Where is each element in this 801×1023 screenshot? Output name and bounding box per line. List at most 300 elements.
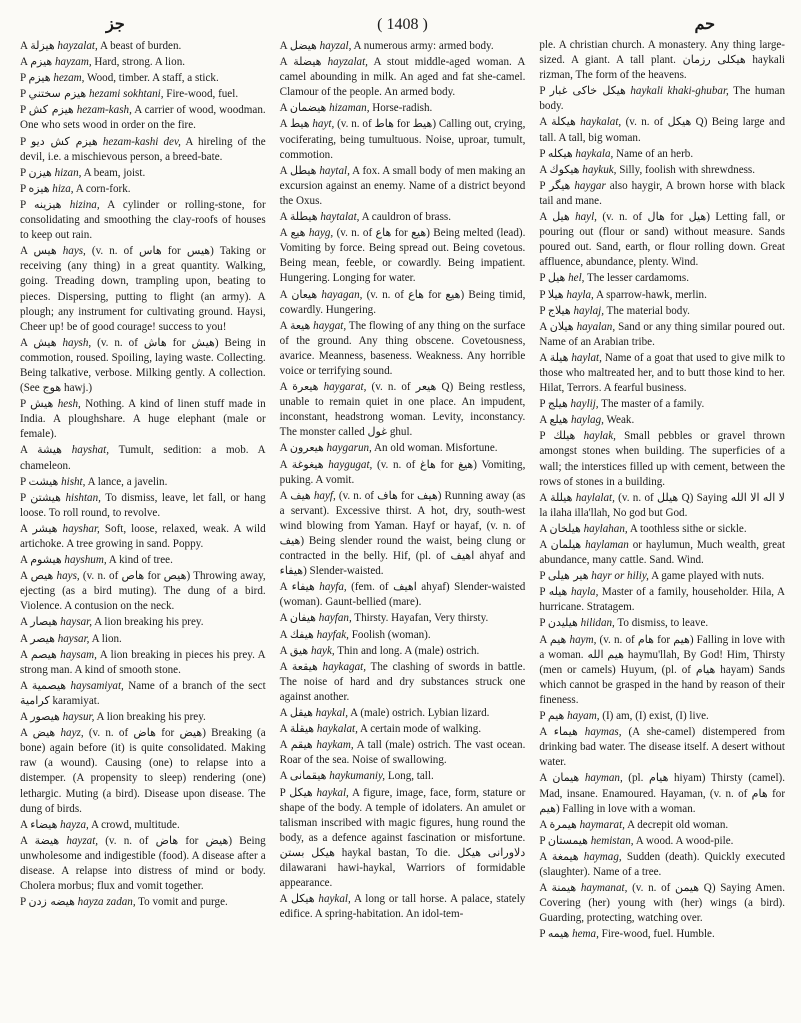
headword-transliteration: hilidan, — [580, 617, 615, 630]
dictionary-entry — [539, 584, 785, 615]
dictionary-entry — [20, 38, 266, 54]
headword-arabic: هيضة — [34, 833, 60, 847]
headword-arabic: هيلك — [553, 429, 576, 443]
dictionary-entry — [280, 488, 526, 580]
language-tag: P — [20, 398, 26, 411]
dictionary-entry — [539, 83, 785, 114]
definition-text: Name of a branch of the sect كرامية karamiyat. — [20, 679, 266, 707]
language-tag: P — [20, 72, 26, 85]
dictionary-entry — [539, 303, 785, 319]
dictionary-entry — [280, 737, 526, 768]
headword-arabic: هيزم كش ديو — [30, 134, 98, 148]
language-tag: P — [279, 786, 286, 799]
dictionary-entry — [20, 833, 266, 894]
definition-text: The lesser cardamoms. — [584, 272, 689, 285]
headword-transliteration: haykalat, — [580, 116, 622, 129]
headword-transliteration: haylaman — [585, 539, 629, 551]
definition-text: The master of a family. — [598, 398, 705, 411]
headword-arabic: هيط — [289, 117, 310, 131]
definition-text: A tall (male) ostrich. The vast ocean. Roar of the sea. Noise of swallowing. — [279, 739, 526, 767]
dictionary-entry — [539, 270, 785, 286]
headword-arabic: هيطلة — [289, 210, 318, 224]
dictionary-entry — [280, 705, 526, 721]
headword-arabic: هيزلة — [30, 39, 55, 52]
definition-text: The clashing of swords in battle. The noise of hard and dry substances struck one against another. — [279, 660, 526, 703]
language-tag: A — [539, 116, 547, 129]
language-tag: A — [20, 616, 28, 629]
language-tag: P — [539, 834, 546, 847]
definition-text: A lance, a javelin. — [85, 475, 168, 488]
headword-arabic: هيصم — [30, 647, 57, 661]
headword-transliteration: haygat, — [313, 319, 347, 332]
headword-transliteration: hezami sokhtani, — [88, 88, 164, 101]
dictionary-entry — [280, 318, 526, 379]
dictionary-entry — [280, 785, 526, 892]
language-tag: A — [20, 40, 28, 52]
language-tag: P — [539, 288, 546, 301]
dictionary-entry — [539, 537, 785, 568]
headword-arabic: هيصار — [30, 615, 58, 629]
language-tag: A — [279, 612, 288, 625]
language-tag: P — [539, 430, 546, 443]
headword-transliteration: hayshar, — [62, 522, 100, 535]
dictionary-entry — [280, 116, 526, 162]
headword-arabic: هيلاج — [547, 303, 571, 317]
headword-transliteration: hays, — [62, 245, 86, 258]
headword-arabic: هيكل — [289, 785, 313, 799]
dictionary-entry — [20, 86, 266, 102]
dictionary-entry — [539, 319, 785, 350]
definition-text: A corn-fork. — [73, 182, 131, 195]
headword-transliteration: haylak, — [583, 430, 616, 443]
headword-transliteration: haykala, — [575, 147, 614, 160]
headword-arabic: هيلخان — [549, 521, 581, 535]
headword-arabic: هيغوغة — [291, 457, 324, 471]
headword-arabic: هيزم سختني — [28, 87, 87, 101]
columns — [20, 38, 785, 942]
headword-transliteration: haylaj, — [573, 304, 604, 317]
headword-arabic: هيكل — [290, 892, 315, 906]
page-header — [20, 8, 785, 38]
headword-arabic: هيكل خاكى غبار — [549, 84, 626, 98]
language-tag: A — [20, 834, 28, 847]
dictionary-entry — [280, 610, 526, 626]
headword-transliteration: hisht, — [61, 475, 86, 488]
dictionary-entry — [539, 114, 785, 145]
headword-arabic: هيشوم — [30, 553, 62, 567]
language-tag: A — [279, 644, 288, 657]
definition-text: A beam, joist. — [81, 166, 146, 179]
dictionary-entry — [539, 632, 785, 708]
language-tag: A — [539, 850, 547, 863]
headword-arabic: هيص — [30, 569, 54, 583]
headword-transliteration: hayshat, — [71, 444, 110, 457]
headword-arabic: هيزم — [30, 55, 53, 69]
definition-text: The human body. — [539, 85, 786, 113]
headword-transliteration: haysh, — [62, 336, 92, 349]
headword-transliteration: hizaman, — [329, 102, 370, 115]
language-tag: A — [539, 882, 547, 895]
language-tag: A — [279, 442, 288, 455]
headword-transliteration: hayk, — [310, 644, 335, 657]
headword-transliteration: hayam, — [567, 710, 600, 723]
dictionary-entry — [280, 54, 526, 100]
headword-arabic: هيلمان — [550, 538, 582, 551]
language-tag: P — [20, 166, 26, 179]
headword-transliteration: haygar — [574, 179, 606, 192]
headword-arabic: هيقل — [289, 706, 313, 720]
headword-arabic: هيش — [30, 397, 54, 411]
headword-transliteration: haylat, — [571, 351, 602, 364]
definition-text: (v. n. of هاف for هيف) Running away (as a servant). Excessive thirst. A hot, dry, south-west wind blowing from Yaman. Hayf or hayaf, (v. n. of هيف) Being slender round the waist, being clung or contracted in the belly. Hif, (pl. of اهيف ahyaf and هيفاء) Slender-waisted. — [279, 489, 526, 578]
definition-text: Wood, timber. A staff, a stick. — [84, 72, 219, 85]
dictionary-entry — [280, 440, 526, 456]
dictionary-entry — [20, 725, 266, 817]
headword-arabic: هيقمانى — [289, 769, 327, 783]
definition-text: A fox. A small body of men making an excursion against an enemy. Name of a district beyond the Oxus. — [279, 164, 526, 207]
headword-arabic: هيلا — [547, 287, 564, 301]
headword-arabic: هيمغة — [551, 849, 579, 863]
headword-arabic: هيل — [547, 271, 566, 285]
language-tag: A — [539, 522, 547, 535]
definition-text: The material body. — [603, 304, 690, 317]
headword-arabic: هيفك — [289, 627, 314, 641]
headword-arabic: هيمان — [552, 771, 580, 785]
language-tag: P — [539, 710, 546, 723]
headword-arabic: هيعرة — [292, 380, 319, 394]
headword-arabic: هيض — [32, 726, 56, 740]
dictionary-entry — [20, 490, 266, 521]
definition-text: (v. n. of هال for هيل) Letting fall, or pouring out (flour or sand) without measure. Sands poured out. Sand, earth, or flour rolling down. Great affluence, abundance, plenty. Wind. — [539, 211, 786, 269]
language-tag: A — [279, 118, 288, 131]
dictionary-entry — [20, 521, 266, 552]
definition-text: Nothing. A kind of linen stuff made in India. A ploughshare. A huge elephant (male or female). — [20, 398, 266, 441]
language-tag: A — [20, 818, 28, 831]
language-tag: P — [20, 198, 26, 211]
header-left-catchword: جز — [106, 14, 125, 33]
headword-arabic: هيمه — [547, 927, 570, 941]
headword-transliteration: haykam, — [316, 739, 354, 752]
definition-text: Soft, loose, relaxed, weak. A wild artichoke. A tree growing in sand. Poppy. — [20, 522, 266, 550]
language-tag: A — [279, 102, 288, 115]
definition-text: (v. n. of هاض for هيض) Being unwholesome and indigestible (food). A disease after a disease. A relapse into distress of mind or body. Cholera morbus; flux and vomit together. — [20, 834, 266, 893]
headword-arabic: هيكلة — [551, 115, 576, 129]
headword-transliteration: hezam-kashi dev, — [102, 135, 181, 148]
language-tag: P — [539, 85, 546, 98]
dictionary-entry — [280, 287, 526, 318]
headword-transliteration: haygugat, — [328, 458, 373, 471]
language-tag: A — [279, 40, 288, 52]
headword-arabic: هيضلة — [293, 55, 322, 69]
language-tag: A — [279, 489, 288, 502]
headword-arabic: هيم — [549, 632, 567, 646]
definition-text: Weak. — [603, 414, 635, 427]
definition-text: (v. n. of هام for هيم) Falling in love with a woman. هيم الله haymu'llah, By God! Him, Thirsty (men or camels) Huyum, (pl. of هيام hayam) Sands which cannot be grasped in the hand by reason of their fineness. — [539, 633, 786, 706]
definition-text: A game played with nuts. — [648, 570, 765, 583]
definition-text: A lion breaking his prey. — [92, 616, 204, 629]
dictionary-entry — [20, 335, 266, 396]
headword-arabic: هيليدن — [547, 616, 578, 630]
language-tag: A — [279, 707, 288, 720]
headword-arabic: هيزن — [28, 165, 52, 179]
dictionary-entry — [539, 350, 785, 396]
language-tag: P — [20, 135, 26, 148]
dictionary-entry — [20, 243, 266, 335]
headword-transliteration: haykal, — [316, 786, 349, 799]
definition-text: (v. n. of هاش for هيش) Being in commotion, roused. Spoiling, laying waste. Collecting. Being talkative, verbose. Milking gently. A collection. (See هوج hawj.) — [20, 336, 266, 395]
headword-transliteration: hayalan, — [576, 320, 616, 333]
dictionary-entry — [20, 709, 266, 725]
headword-arabic: هيفاء — [291, 580, 315, 594]
headword-arabic: هيم — [547, 709, 565, 723]
definition-text: Thirsty. Hayafan, Very thirsty. — [351, 612, 489, 625]
headword-transliteration: haykalat, — [316, 723, 358, 736]
language-tag: A — [20, 56, 28, 69]
dictionary-entry — [539, 412, 785, 428]
headword-transliteration: haymag, — [583, 850, 622, 863]
dictionary-entry — [280, 659, 526, 705]
dictionary-entry — [280, 579, 526, 610]
definition-text: Long, tall. — [385, 770, 434, 783]
definition-text: Name of a goat that used to give milk to those who maltreated her, and to butt those kind to her. Hilat, Terrors. A fearful business. — [539, 351, 786, 395]
headword-transliteration: hizina, — [69, 198, 100, 211]
language-tag: A — [539, 491, 547, 504]
headword-arabic: هيلج — [547, 397, 568, 411]
headword-arabic: هيمرة — [549, 817, 577, 831]
dictionary-entry — [280, 379, 526, 440]
dictionary-entry — [280, 643, 526, 659]
language-tag: A — [279, 164, 288, 177]
headword-transliteration: hayfak, — [316, 628, 349, 641]
definition-text: To dismiss, to leave. — [614, 617, 709, 630]
language-tag: A — [20, 648, 28, 661]
headword-arabic: هيگر — [549, 178, 571, 192]
headword-arabic: هيزه — [28, 181, 50, 195]
language-tag: A — [539, 818, 547, 831]
headword-transliteration: haykagat, — [322, 660, 366, 673]
definition-text: (v. n. of هاع for هيع) Being melted (lead). Vomiting by force. Being spread out. Being covetous. Being mean, feeble, or cowardly. Being impatient. Hungering. Longing for water. — [279, 227, 526, 285]
headword-transliteration: hayagan, — [321, 288, 363, 301]
headword-transliteration: haygarun, — [326, 442, 372, 455]
definition-text: A beast of burden. — [97, 40, 182, 52]
headword-arabic: هيس — [33, 244, 57, 258]
language-tag: A — [539, 539, 547, 551]
headword-transliteration: haysamiyat, — [70, 679, 124, 692]
headword-arabic: هيزم — [28, 71, 51, 85]
language-tag: A — [20, 245, 28, 258]
headword-arabic: هيشر — [32, 521, 58, 535]
definition-text: A lion breaking his prey. — [94, 711, 206, 724]
headword-transliteration: hayzat, — [66, 834, 99, 847]
headword-transliteration: haytal, — [319, 164, 350, 177]
dictionary-entry — [539, 178, 785, 209]
dictionary-entry — [280, 163, 526, 209]
headword-arabic: هيفان — [289, 611, 316, 625]
headword-transliteration: haym, — [569, 633, 597, 646]
dictionary-entry — [280, 38, 526, 54]
language-tag: A — [279, 893, 288, 906]
language-tag: A — [20, 727, 28, 740]
language-tag: A — [279, 381, 288, 394]
headword-transliteration: hayshum, — [64, 554, 107, 567]
headword-arabic: هيصور — [30, 710, 60, 724]
headword-transliteration: hel, — [568, 272, 585, 285]
language-tag: P — [539, 617, 546, 630]
language-tag: A — [279, 319, 288, 332]
headword-arabic: هيلة — [549, 350, 569, 364]
headword-transliteration: hayg, — [308, 227, 334, 240]
definition-text: A carrier of wood, woodman. One who sets wood in order on the fire. — [20, 104, 266, 132]
dictionary-entry — [539, 708, 785, 724]
language-tag: A — [279, 770, 288, 783]
definition-text: A hireling of the devil, i.e. a mischievous person, a breed-bate. — [20, 135, 266, 163]
definition-text: (v. n. of هاص for هيص) Throwing away, ejecting (as a bird muting). The dung of a bird. Violence. A contusion on the neck. — [20, 570, 266, 613]
language-tag: A — [539, 320, 547, 333]
dictionary-entry — [280, 721, 526, 737]
headword-transliteration: haylahan, — [583, 522, 628, 535]
definition-text: Small pebbles or gravel thrown amongst stones when building. The superficies of a wall; the interstices filled up with cement, between the rows of stones in a building. — [539, 430, 786, 488]
dictionary-entry — [280, 100, 526, 116]
language-tag: P — [539, 570, 546, 583]
headword-arabic: هيضل — [289, 39, 317, 52]
language-tag: P — [539, 147, 546, 160]
language-tag: A — [539, 414, 547, 427]
language-tag: A — [20, 554, 28, 567]
headword-arabic: هيقعة — [291, 659, 318, 673]
language-tag: A — [279, 211, 288, 224]
dictionary-entry — [20, 678, 266, 709]
headword-arabic: هيضمان — [289, 101, 327, 115]
headword-transliteration: haykumaniy, — [329, 770, 386, 783]
dictionary-entry — [539, 162, 785, 178]
definition-text: A crowd, multitude. — [88, 818, 180, 831]
definition-text: A (male) ostrich. Lybian lizard. — [348, 707, 490, 720]
dictionary-entry — [539, 38, 785, 83]
headword-arabic: هيعان — [291, 287, 318, 301]
language-tag: P — [20, 104, 26, 117]
definition-text: Fire-wood, fuel. Humble. — [598, 928, 715, 941]
dictionary-entry — [20, 568, 266, 614]
headword-transliteration: haylag, — [570, 414, 604, 427]
headword-arabic: هيشتن — [30, 490, 61, 504]
definition-text: A lion. — [89, 632, 122, 645]
dictionary-entry — [20, 70, 266, 86]
page-number: ( 1408 ) — [377, 16, 428, 33]
language-tag: P — [539, 272, 546, 285]
headword-arabic: هيزينه — [34, 197, 62, 211]
language-tag: A — [539, 726, 547, 739]
definition-text: also haygir, A brown horse with black tail and mane. — [539, 179, 786, 207]
language-tag: A — [279, 660, 288, 673]
headword-transliteration: hayfan, — [318, 612, 352, 625]
headword-arabic: هيقلة — [289, 722, 315, 736]
headword-transliteration: haykal, — [315, 707, 349, 720]
definition-text: Fire-wood, fuel. — [163, 88, 239, 101]
headword-arabic: هيعة — [289, 318, 311, 332]
headword-arabic: هيصمية — [31, 678, 67, 692]
headword-transliteration: hiza, — [52, 182, 74, 195]
definition-text: A lion breaking in pieces his prey. A strong man. A kind of smooth stone. — [20, 648, 266, 676]
language-tag: A — [539, 211, 547, 224]
headword-arabic: هيضاء — [30, 817, 58, 831]
headword-transliteration: haylij, — [570, 398, 599, 411]
language-tag: A — [539, 163, 547, 176]
headword-transliteration: haytalat, — [320, 211, 360, 224]
headword-arabic: هيعرون — [289, 441, 324, 455]
language-tag: P — [20, 475, 26, 488]
dictionary-entry — [20, 165, 266, 181]
headword-arabic: هيزم كش — [28, 103, 74, 117]
definition-text: A toothless sithe or sickle. — [627, 522, 747, 535]
language-tag: A — [279, 288, 288, 301]
definition-text: (v. n. of هيلل Q) Saying لا اله الا الله la ilaha illa'llah, No god but God. — [539, 491, 785, 519]
definition-text: (v. n. of هاع for هيع) Being timid, cowardly. Hungering. — [279, 288, 526, 316]
dictionary-entry — [539, 615, 785, 631]
language-tag: A — [279, 739, 288, 752]
definition-text: A wood. A wood-pile. — [633, 834, 734, 847]
dictionary-entry — [280, 209, 526, 225]
dictionary-entry — [539, 849, 785, 880]
dictionary-entry — [539, 521, 785, 537]
headword-transliteration: hayzam, — [54, 56, 92, 69]
language-tag: P — [20, 896, 26, 909]
headword-transliteration: haymanat, — [580, 882, 628, 895]
definition-text: A figure, image, face, form, stature or shape of the body. A temple of idolaters. An amulet or talisman inscribed with magic figures, hung round the body, as a defence against fascination or misfortune. هيكل بستن haykal bastan, To die. دلاورانى هيكل dilawarani hawi-haykal, Warriors of formidable appearance. — [279, 786, 526, 890]
definition-text: Horse-radish. — [369, 102, 433, 115]
language-tag: P — [539, 398, 546, 411]
language-tag: A — [539, 351, 547, 364]
dictionary-entry — [539, 396, 785, 412]
language-tag: A — [20, 336, 28, 349]
dictionary-entry — [20, 197, 266, 243]
language-tag: A — [279, 581, 288, 594]
headword-transliteration: haylalat, — [575, 491, 615, 504]
headword-transliteration: hayzalat, — [57, 40, 98, 52]
headword-transliteration: hayman, — [584, 772, 623, 785]
header-right-catchword: حم — [694, 14, 715, 33]
dictionary-entry — [280, 627, 526, 643]
headword-arabic: هيضه زدن — [28, 895, 75, 909]
headword-arabic: هيصر — [30, 631, 55, 645]
headword-transliteration: haykal, — [318, 893, 351, 906]
dictionary-entry — [20, 442, 266, 473]
headword-arabic: هيلان — [549, 319, 574, 333]
headword-transliteration: haykuk, — [582, 163, 617, 176]
definition-text: The flowing of any thing on the surface of the ground. Any thing obscene. Covetousness, avarice. Meanness, baseness. Weakness. Any horrible voice or terrifying sound. — [279, 319, 526, 377]
definition-text: A sparrow-hawk, merlin. — [593, 288, 707, 301]
headword-arabic: هيمستان — [547, 833, 588, 847]
language-tag: A — [20, 711, 28, 724]
headword-arabic: هيشت — [28, 474, 59, 488]
dictionary-entry — [280, 891, 526, 922]
definition-text: (v. n. of هاس for هيس) Taking or receiving (any thing) in a great quantity. Walking, going. Treading down, trampling upon, beating to pieces. Dispersing, putting to flight (an army). A plough; any instrument for cultivating ground. Haysi, Cheer up! be of good courage! success to you! — [20, 245, 266, 333]
language-tag: A — [20, 444, 28, 457]
headword-transliteration: hayz, — [60, 727, 84, 740]
definition-text: (pl. هيام hiyam) Thirsty (camel). Mad, insane. Enamoured. Hayaman, (v. n. of هام for هيم) Falling in love with a woman. — [539, 772, 786, 815]
definition-text: Sand or any thing similar poured out. Name of an Arabian tribe. — [539, 320, 786, 348]
definition-text: (I) am, (I) exist, (I) live. — [599, 710, 709, 723]
dictionary-entry — [539, 724, 785, 770]
headword-arabic: هير هيلى — [547, 569, 589, 583]
dictionary-entry — [20, 614, 266, 630]
dictionary-entry — [539, 287, 785, 303]
definition-text: (v. n. of هاغ for هيغ) Vomiting, puking. A vomit. — [279, 458, 526, 486]
headword-arabic: هيماء — [553, 725, 578, 739]
definition-text: Silly, foolish with shrewdness. — [616, 163, 756, 176]
definition-text: Hard, strong. A lion. — [91, 56, 186, 69]
column-2 — [280, 38, 526, 942]
definition-text: (v. n. of هيكل Q) Being large and tall. A tall, big woman. — [539, 116, 785, 144]
